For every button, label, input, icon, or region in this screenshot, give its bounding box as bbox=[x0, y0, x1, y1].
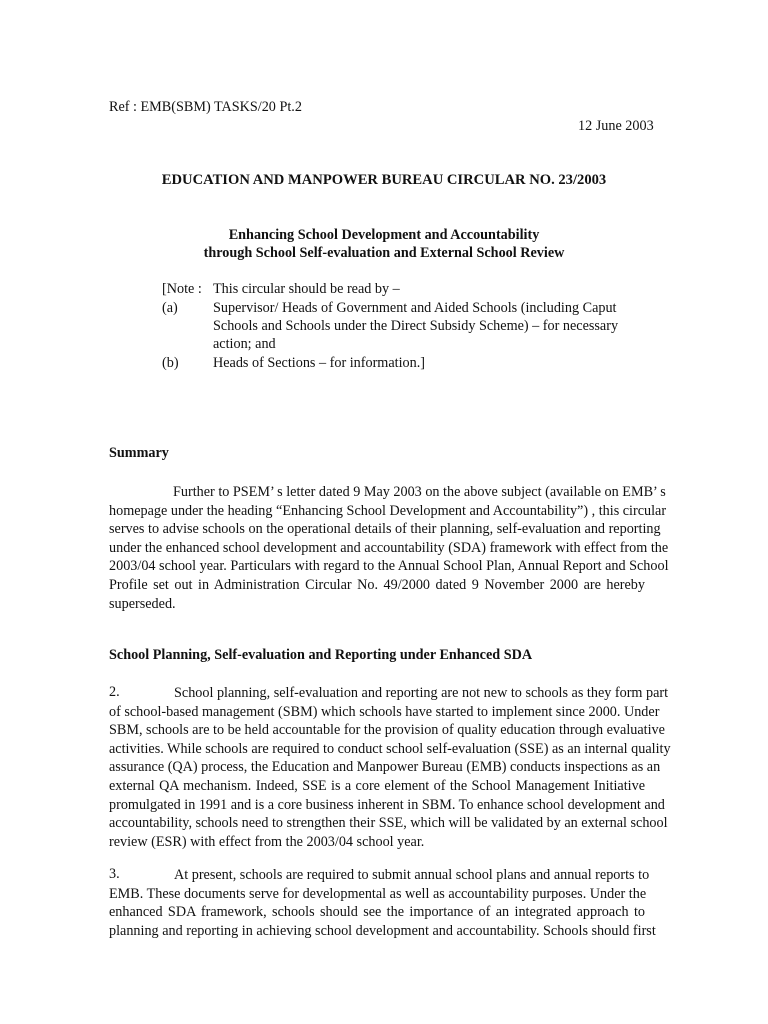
paragraph-line: of school-based management (SBM) which schools have started to implement since 2000. Under bbox=[109, 703, 660, 720]
paragraph-line: superseded. bbox=[109, 595, 176, 612]
paragraph-line: homepage under the heading “Enhancing School Development and Accountability”) , this circular bbox=[109, 502, 667, 519]
section-heading: School Planning, Self-evaluation and Reporting under Enhanced SDA bbox=[109, 647, 533, 663]
paragraph-number: 2. bbox=[109, 684, 120, 700]
paragraph-line: EMB. These documents serve for developmental as well as accountability purposes. Under the bbox=[109, 885, 647, 902]
paragraph-2 bbox=[109, 684, 671, 851]
note-intro: This circular should be read by – bbox=[213, 281, 400, 297]
paragraph-line: Profile set out in Administration Circular No. 49/2000 dated 9 November 2000 are hereby bbox=[109, 576, 645, 593]
paragraph-line: serves to advise schools on the operational details of their planning, self-evaluation and reporting bbox=[109, 521, 661, 538]
note-item-a-line: action; and bbox=[213, 336, 276, 352]
paragraph-line: School planning, self-evaluation and reporting are not new to schools as they form part bbox=[174, 685, 669, 701]
note-item-a-line: Supervisor/ Heads of Government and Aided Schools (including Caput bbox=[213, 300, 617, 316]
paragraph-line: Further to PSEM’ s letter dated 9 May 2003 on the above subject (available on EMB’ s bbox=[173, 484, 666, 500]
paragraph-number: 3. bbox=[109, 866, 120, 882]
paragraph-line: accountability, schools need to strengthen their SSE, which will be validated by an external school bbox=[109, 815, 668, 832]
note-item-a-label: (a) bbox=[162, 300, 178, 316]
reference-number: Ref : EMB(SBM) TASKS/20 Pt.2 bbox=[109, 99, 302, 115]
summary-heading: Summary bbox=[109, 445, 169, 461]
subtitle-line-2: through School Self-evaluation and External School Review bbox=[203, 245, 565, 261]
paragraph-line: external QA mechanism. Indeed, SSE is a core element of the School Management Initiative bbox=[109, 777, 645, 794]
paragraph-line: enhanced SDA framework, schools should see the importance of an integrated approach to bbox=[109, 904, 645, 921]
note-item-b-label: (b) bbox=[162, 355, 179, 371]
paragraph-line: SBM, schools are to be held accountable for the provision of quality education through evaluative bbox=[109, 722, 665, 739]
subtitle-line-1: Enhancing School Development and Accountability bbox=[228, 227, 540, 243]
paragraph-line: promulgated in 1991 and is a core business inherent in SBM. To enhance school development and bbox=[109, 796, 665, 813]
paragraph-line: planning and reporting in achieving school development and accountability. Schools should first bbox=[109, 922, 656, 939]
paragraph-line: under the enhanced school development and accountability (SDA) framework with effect from the bbox=[109, 539, 669, 556]
note-label: [Note : bbox=[162, 281, 202, 297]
note-item-a-line: Schools and Schools under the Direct Subsidy Scheme) – for necessary bbox=[213, 318, 619, 334]
paragraph-line: review (ESR) with effect from the 2003/04 school year. bbox=[109, 833, 425, 850]
circular-title: EDUCATION AND MANPOWER BUREAU CIRCULAR NO. 23/2003 bbox=[161, 172, 607, 188]
paragraph-line: activities. While schools are required to conduct school self-evaluation (SSE) as an internal quality bbox=[109, 740, 671, 757]
paragraph-line: 2003/04 school year. Particulars with regard to the Annual School Plan, Annual Report and School bbox=[109, 558, 669, 575]
note-item-b: Heads of Sections – for information.] bbox=[213, 355, 425, 371]
circular-date: 12 June 2003 bbox=[578, 118, 654, 134]
summary-paragraph bbox=[109, 483, 669, 613]
paragraph-line: assurance (QA) process, the Education and Manpower Bureau (EMB) conducts inspections as an bbox=[109, 759, 661, 776]
paragraph-line: At present, schools are required to submit annual school plans and annual reports to bbox=[174, 867, 650, 883]
paragraph-3 bbox=[109, 866, 656, 940]
